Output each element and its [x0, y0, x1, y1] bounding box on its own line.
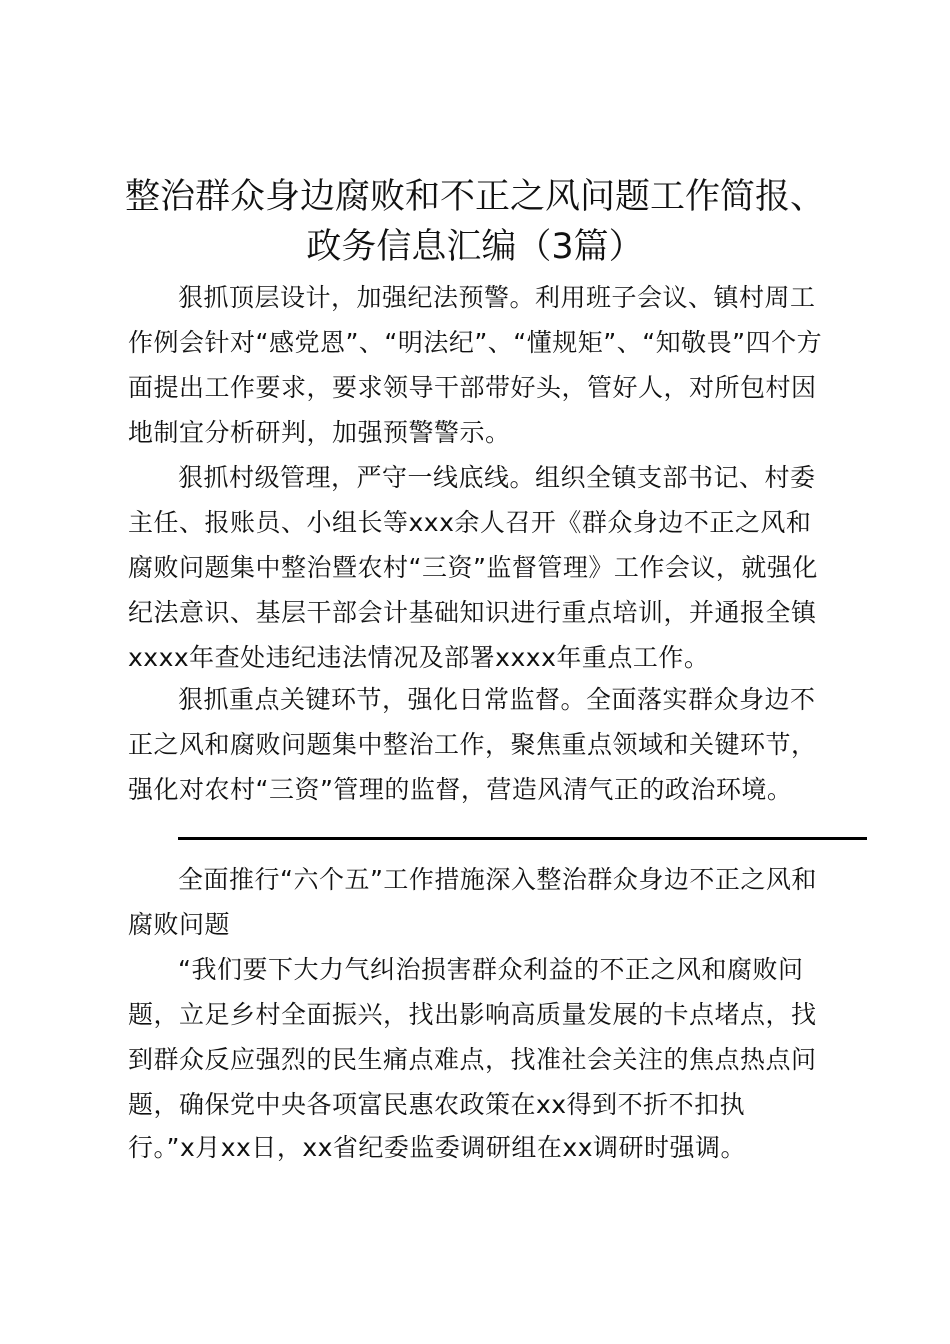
- paragraph-line: 到群众反应强烈的民生痛点难点，找准社会关注的焦点热点问: [128, 1045, 817, 1074]
- paragraph-line: “我们要下大力气纠治损害群众利益的不正之风和腐败问: [178, 955, 804, 984]
- paragraph-line: xxxx年查处违纪违法情况及部署xxxx年重点工作。: [128, 643, 710, 672]
- paragraph-line: 主任、报账员、小组长等xxx余人召开《群众身边不正之风和: [128, 508, 812, 537]
- paragraph-line: 地制宜分析研判，加强预警警示。: [128, 418, 511, 447]
- paragraph-line: 题，立足乡村全面振兴，找出影响高质量发展的卡点堵点，找: [128, 1000, 817, 1029]
- paragraph-line: 面提出工作要求，要求领导干部带好头，管好人，对所包村因: [128, 373, 817, 402]
- section-heading-line: 全面推行“六个五”工作措施深入整治群众身边不正之风和: [178, 865, 817, 894]
- paragraph-line: 行。”x月xx日，xx省纪委监委调研组在xx调研时强调。: [128, 1133, 747, 1162]
- paragraph-line: 作例会针对“感党恩”、“明法纪”、“懂规矩”、“知敬畏”四个方: [128, 328, 823, 357]
- paragraph-line: 强化对农村“三资”管理的监督，营造风清气正的政治环境。: [128, 775, 793, 804]
- document-title-line-1: 整治群众身边腐败和不正之风问题工作简报、: [124, 177, 825, 217]
- paragraph-line: 狠抓村级管理，严守一线底线。组织全镇支部书记、村委: [178, 463, 816, 492]
- paragraph-line: 腐败问题集中整治暨农村“三资”监督管理》工作会议，就强化: [128, 553, 818, 582]
- paragraph-line: 狠抓重点关键环节，强化日常监督。全面落实群众身边不: [178, 685, 816, 714]
- paragraph-line: 题，确保党中央各项富民惠农政策在xx得到不折不扣执: [128, 1090, 746, 1119]
- section-heading-line: 腐败问题: [128, 910, 231, 939]
- section-divider: [178, 837, 867, 840]
- paragraph-line: 正之风和腐败问题集中整治工作，聚焦重点领域和关键环节，: [128, 730, 817, 759]
- paragraph-line: 纪法意识、基层干部会计基础知识进行重点培训，并通报全镇: [128, 598, 817, 627]
- paragraph-line: 狠抓顶层设计，加强纪法预警。利用班子会议、镇村周工: [178, 283, 816, 312]
- document-title-line-2: 政务信息汇编（3篇）: [306, 227, 644, 267]
